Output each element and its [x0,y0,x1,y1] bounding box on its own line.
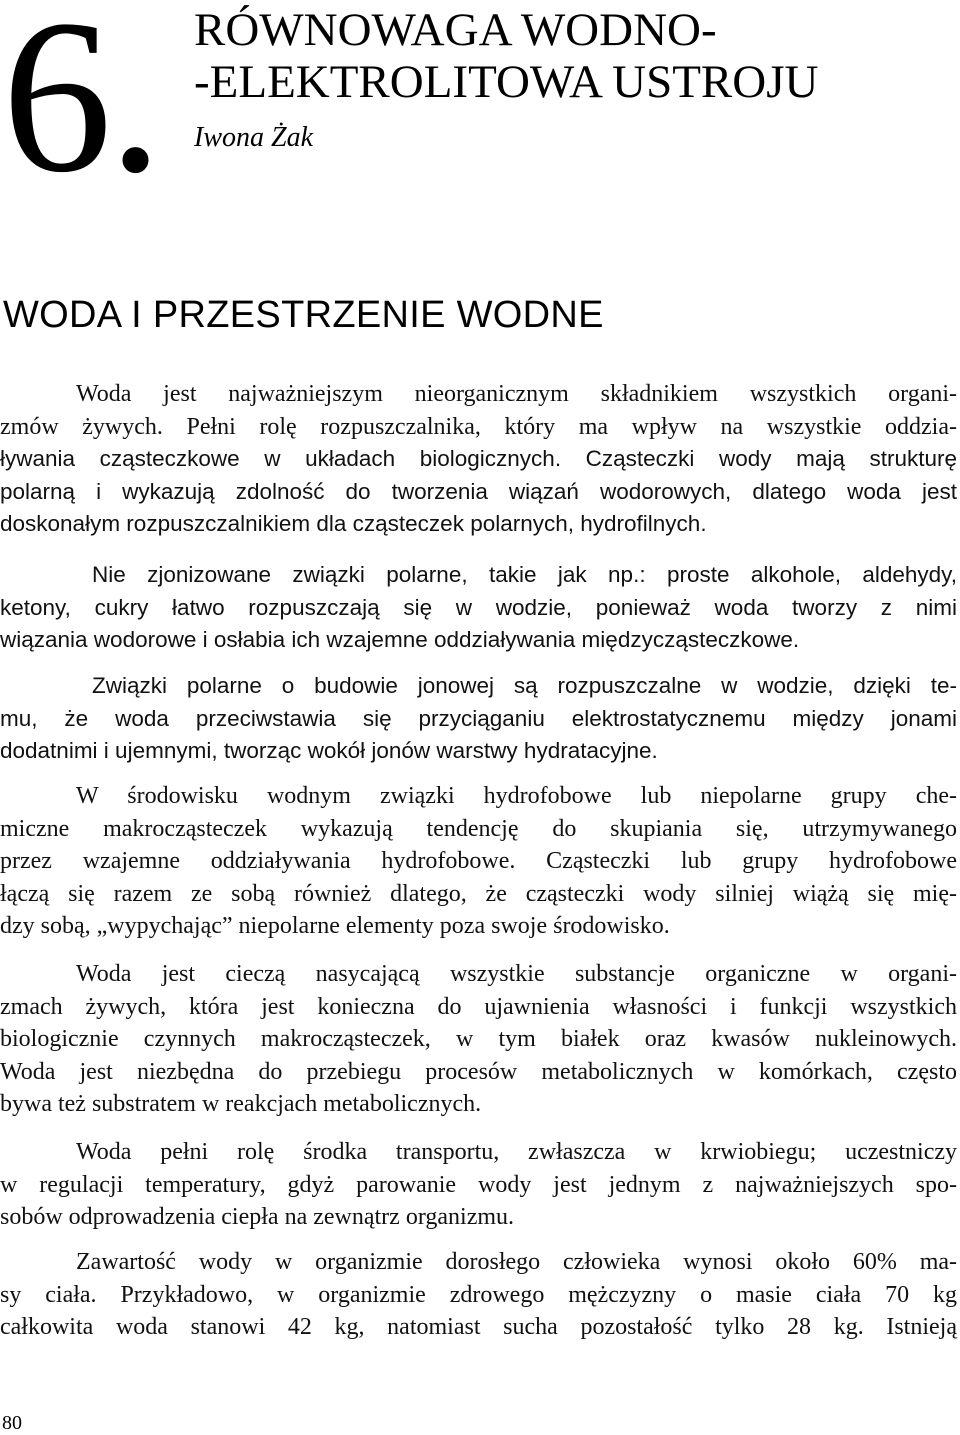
paragraph-4 [0,780,957,943]
paragraph-line: mu, że woda przeciwstawia się przyciąganiu elektrostatycznemu między jonami [0,705,957,731]
paragraph-1 [0,378,957,443]
paragraph-line: W środowisku wodnym związki hydrofobowe lub niepolarne grupy che- [76,783,957,809]
paragraph-line: przez wzajemne oddziaływania hydrofobowe. Cząsteczki lub grupy hydrofobowe [0,848,957,874]
paragraph-7 [0,1246,957,1344]
paragraph-line: dodatnimi i ujemnymi, tworząc wokół jonów warstwy hydratacyjne. [0,738,658,763]
section-heading: WODA I PRZESTRZENIE WODNE [3,294,604,336]
paragraph-line: ływania cząsteczkowe w układach biologicznych. Cząsteczki wody mają strukturę [0,446,957,471]
paragraph-line: Woda jest najważniejszym nieorganicznym składnikiem wszystkich organi- [76,381,957,407]
chapter-number: 6. [2,0,159,218]
paragraph-line: zmów żywych. Pełni rolę rozpuszczalnika, który ma wpływ na wszystkie oddzia- [0,413,957,440]
paragraph-2 [0,559,957,657]
paragraph-line: Woda pełni rolę środka transportu, zwłaszcza w krwiobiegu; uczestniczy [76,1139,957,1165]
paragraph-line: miczne makrocząsteczek wykazują tendencję do skupiania się, utrzymywanego [0,815,957,842]
paragraph-line: ketony, cukry łatwo rozpuszczają się w wodzie, ponieważ woda tworzy z nimi [0,594,957,620]
chapter-title [194,4,934,108]
paragraph-line: w regulacji temperatury, gdyż parowanie wody jest jednym z najważniejszych spo- [0,1171,957,1198]
page-number: 80 [2,1412,22,1434]
paragraph-1-continued [0,443,957,541]
chapter-author: Iwona Żak [194,122,313,153]
paragraph-line: wiązania wodorowe i osłabia ich wzajemne oddziaływania międzycząsteczkowe. [0,627,800,652]
paragraph-line: bywa też substratem w reakcjach metabolicznych. [0,1091,482,1117]
chapter-title-line-1: RÓWNOWAGA WODNO- [194,4,717,56]
paragraph-line: Nie zjonizowane związki polarne, takie jak np.: proste alkohole, aldehydy, [92,562,957,587]
paragraph-line: sy ciała. Przykładowo, w organizmie zdrowego mężczyzny o masie ciała 70 kg [0,1281,957,1308]
paragraph-3 [0,670,957,768]
paragraph-line: sobów odprowadzenia ciepła na zewnątrz organizmu. [0,1204,515,1230]
paragraph-line: Związki polarne o budowie jonowej są rozpuszczalne w wodzie, dzięki te- [92,673,957,698]
paragraph-line: całkowita woda stanowi 42 kg, natomiast sucha pozostałość tylko 28 kg. Istnieją [0,1314,957,1340]
paragraph-line: biologicznie czynnych makrocząsteczek, w tym białek oraz kwasów nukleinowych. [0,1026,957,1052]
paragraph-line: Woda jest niezbędna do przebiegu procesów metabolicznych w komórkach, często [0,1058,957,1085]
chapter-title-line-2: -ELEKTROLITOWA USTROJU [194,56,819,108]
paragraph-line: dzy sobą, „wypychając” niepolarne elementy poza swoje środowisko. [0,913,670,939]
paragraph-line: Zawartość wody w organizmie dorosłego człowieka wynosi około 60% ma- [76,1249,957,1275]
paragraph-line: zmach żywych, która jest konieczna do ujawnienia własności i funkcji wszystkich [0,993,957,1020]
paragraph-line: Woda jest cieczą nasycającą wszystkie substancje organiczne w organi- [76,961,957,987]
paragraph-line: doskonałym rozpuszczalnikiem dla cząsteczek polarnych, hydrofilnych. [0,511,707,536]
paragraph-line: łączą się razem ze sobą również dlatego, że cząsteczki wody silniej wiążą się mię- [0,880,957,907]
paragraph-5 [0,958,957,1121]
paragraph-6 [0,1136,957,1234]
paragraph-line: polarną i wykazują zdolność do tworzenia wiązań wodorowych, dlatego woda jest [0,478,957,504]
